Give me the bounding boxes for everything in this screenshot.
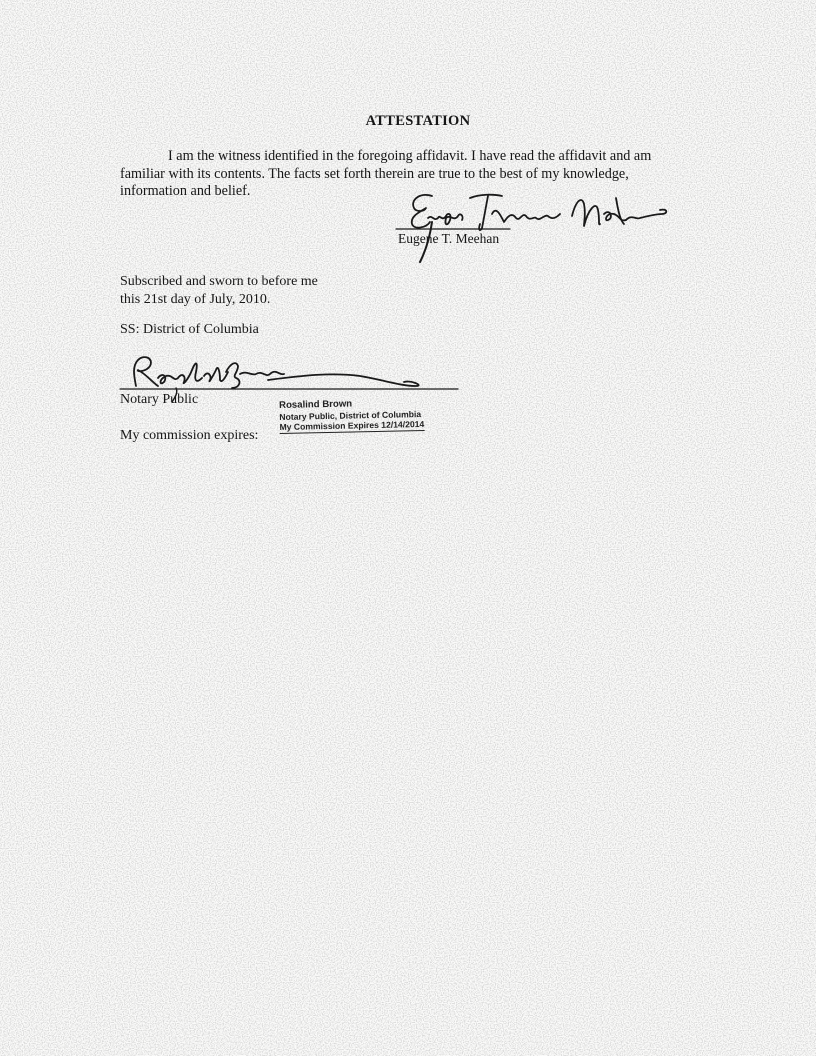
commission-expires-label: My commission expires: — [120, 428, 259, 443]
venue: SS: District of Columbia — [120, 322, 259, 337]
witness-name: Eugene T. Meehan — [398, 231, 500, 246]
jurat-line-2: this 21st day of July, 2010. — [120, 291, 271, 307]
paragraph-line-2: familiar with its contents. The facts set forth therein are true to the best of my knowledge, — [120, 165, 629, 182]
notary-public-label: Notary Public — [120, 392, 199, 407]
notary-stamp — [279, 398, 424, 434]
paragraph-line-3: information and belief. — [120, 183, 251, 199]
stamp-expiry: My Commission Expires 12/14/2014 — [279, 418, 425, 432]
witness-signature — [396, 195, 666, 262]
stamp-title: Notary Public, District of Columbia — [279, 408, 422, 422]
stamp-name: Rosalind Brown — [278, 398, 353, 411]
jurat-line-1: Subscribed and sworn to before me — [120, 274, 318, 289]
page-title: ATTESTATION — [365, 113, 471, 129]
jurat — [120, 273, 318, 308]
paragraph-line-1: I am the witness identified in the foregoing affidavit. I have read the affidavit and am — [168, 148, 652, 164]
